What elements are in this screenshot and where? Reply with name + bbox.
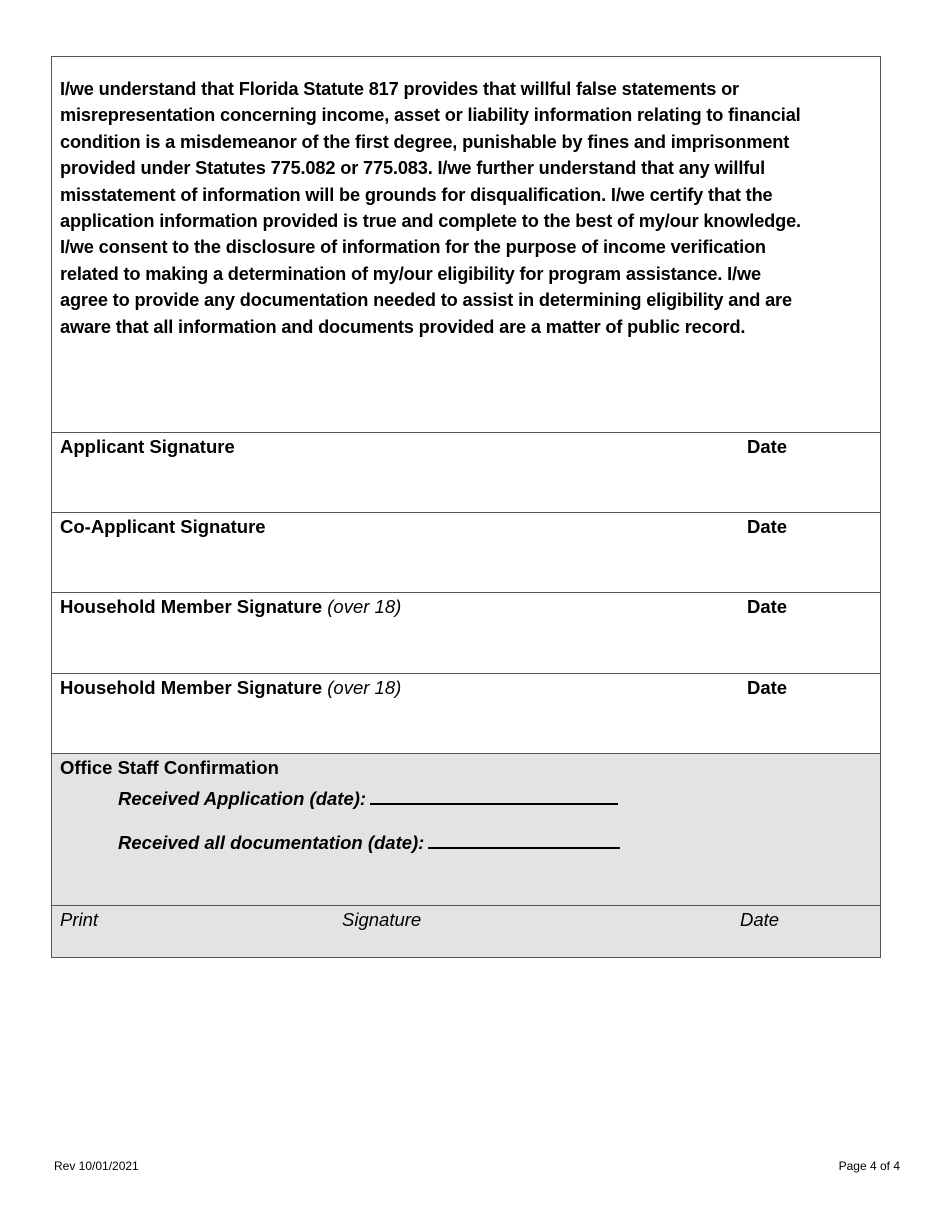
applicant-signature-label: Applicant Signature [60,436,235,457]
statement-line: related to making a determination of my/our eligibility for program assistance. I/we [60,263,761,284]
received-application-date-field[interactable] [370,783,618,805]
received-application-line [118,783,618,811]
office-staff-confirmation-section [52,753,880,957]
statement-line: misstatement of information will be grounds for disqualification. I/we certify that the [60,184,773,205]
age-note: (over 18) [322,677,402,698]
household-member-signature-label: Household Member Signature (over 18) [60,596,402,617]
office-staff-confirmation-title: Office Staff Confirmation [60,757,279,778]
staff-print-signature-row[interactable] [52,905,880,958]
statement-line: I/we consent to the disclosure of information for the purpose of income verification [60,237,766,258]
received-documentation-label: Received all documentation (date): [118,832,425,853]
household-member-date-label: Date [747,677,788,698]
applicant-signature-row[interactable] [52,432,880,512]
application-certification-form [51,56,881,958]
certification-statement [52,57,880,432]
statement-line: misrepresentation concerning income, asset or liability information relating to financial [60,105,801,126]
age-note: (over 18) [322,596,402,617]
received-application-label: Received Application (date): [118,788,367,809]
received-documentation-date-field[interactable] [428,827,620,849]
date-label: Date [740,909,780,930]
revision-date: Rev 10/01/2021 [54,1159,139,1173]
statement-line: application information provided is true and complete to the best of my/our knowledge. [60,211,801,232]
statement-line: condition is a misdemeanor of the first degree, punishable by fines and imprisonment [60,131,790,152]
applicant-date-label: Date [747,436,788,457]
household-member-signature-row-2[interactable] [52,673,880,753]
print-label: Print [60,909,99,930]
household-member-signature-row-1[interactable] [52,592,880,672]
statement-line: I/we understand that Florida Statute 817 provides that willful false statements or [60,79,739,99]
received-documentation-line [118,827,620,855]
co-applicant-signature-label: Co-Applicant Signature [60,516,266,537]
co-applicant-signature-row[interactable] [52,512,880,592]
signature-label: Signature [342,909,422,930]
page-number: Page 4 of 4 [838,1159,900,1173]
statement-line: provided under Statutes 775.082 or 775.083. I/we further understand that any willful [60,158,765,179]
statement-line: agree to provide any documentation needed to assist in determining eligibility and are [60,290,792,311]
household-member-signature-label: Household Member Signature (over 18) [60,677,402,698]
statement-line: aware that all information and documents provided are a matter of public record. [60,316,746,337]
household-member-date-label: Date [747,596,788,617]
co-applicant-date-label: Date [747,516,788,537]
